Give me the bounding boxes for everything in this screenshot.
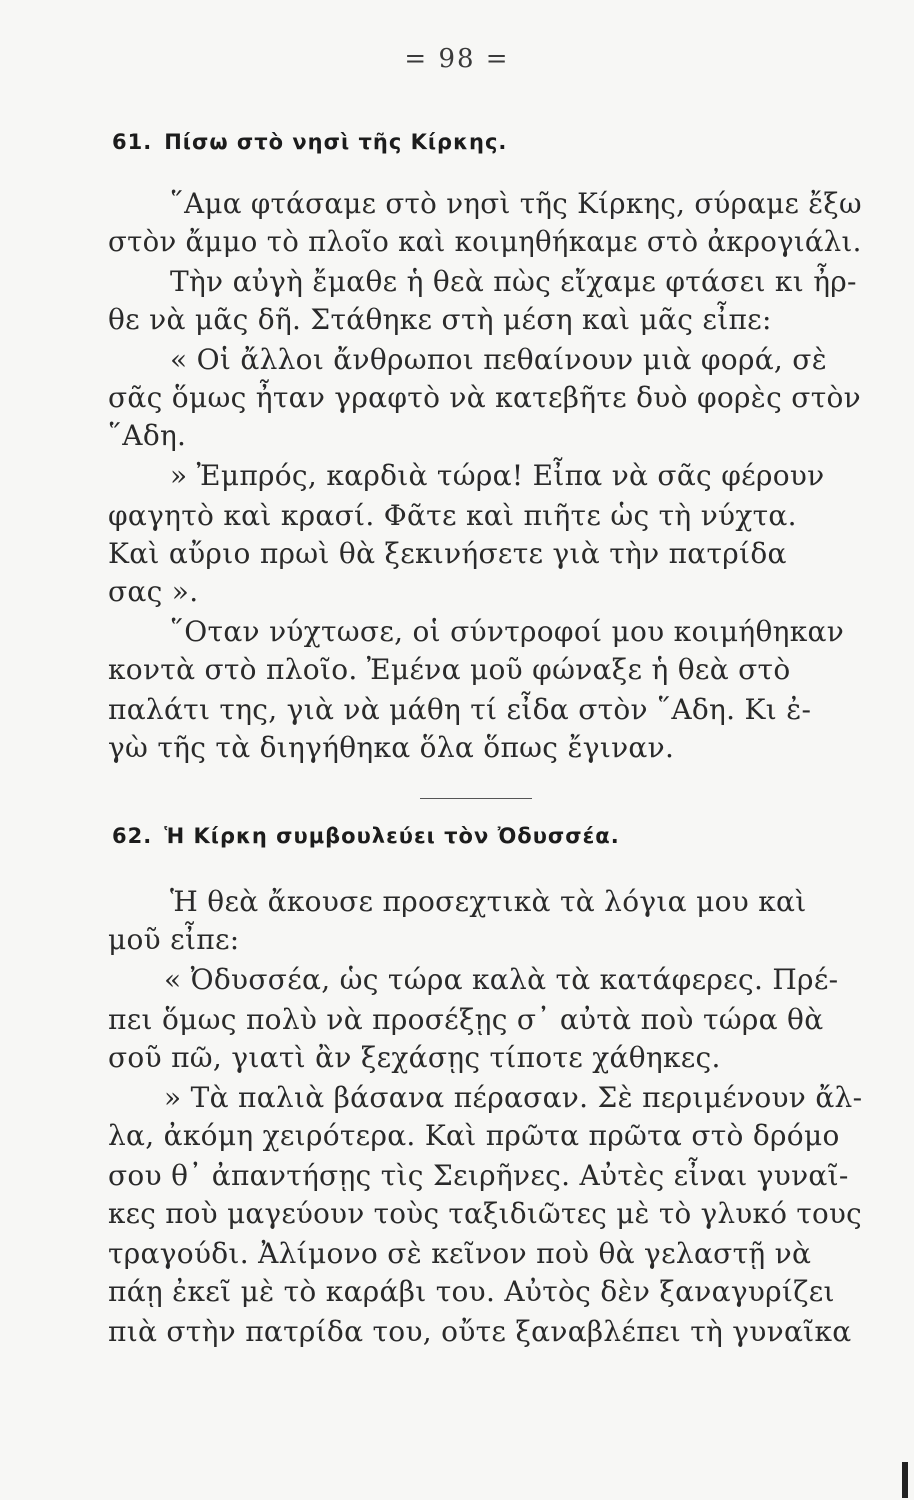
text-line: « Ὀδυσσέα, ὡς τώρα καλὰ τὰ κατάφερες. Πρέ- — [164, 963, 839, 996]
text-line: πάῃ ἐκεῖ μὲ τὸ καράβι του. Αὐτὸς δὲν ξαναγυρίζει — [108, 1275, 835, 1308]
section-title: Ἡ Κίρκη συμβουλεύει τὸν Ὀδυσσέα. — [164, 824, 620, 848]
section-number: 61. — [112, 130, 153, 154]
section-number: 62. — [112, 824, 153, 848]
page-number: = 98 = — [404, 44, 510, 74]
section-divider — [420, 798, 532, 799]
text-line: πιὰ στὴν πατρίδα του, οὔτε ξαναβλέπει τὴ γυναῖκα — [108, 1315, 852, 1348]
text-line: μοῦ εἶπε: — [108, 923, 240, 956]
text-line: κοντὰ στὸ πλοῖο. Ἐμένα μοῦ φώναξε ἡ θεὰ στὸ — [108, 653, 791, 686]
text-line: τραγούδι. Ἀλίμονο σὲ κεῖνον ποὺ θὰ γελαστῇ νὰ — [108, 1237, 812, 1270]
text-line: ῞Αμα φτάσαμε στὸ νησὶ τῆς Κίρκης, σύραμε ἔξω — [170, 187, 862, 220]
text-line: Ἡ θεὰ ἄκουσε προσεχτικὰ τὰ λόγια μου καὶ — [170, 885, 807, 918]
text-line: κες ποὺ μαγεύουν τοὺς ταξιδιῶτες μὲ τὸ γλυκό τους — [108, 1197, 862, 1230]
text-line: » Τὰ παλιὰ βάσανα πέρασαν. Σὲ περιμένουν ἄλ- — [164, 1081, 863, 1114]
section-heading-61 — [112, 130, 872, 154]
section-heading-62 — [112, 824, 872, 848]
text-line: λα, ἀκόμη χειρότερα. Καὶ πρῶτα πρῶτα στὸ δρόμο — [108, 1119, 840, 1152]
text-line: Τὴν αὐγὴ ἔμαθε ἡ θεὰ πὼς εἴχαμε φτάσει κι ἦρ- — [170, 265, 857, 298]
text-line: θε νὰ μᾶς δῆ. Στάθηκε στὴ μέση καὶ μᾶς εἶπε: — [108, 303, 772, 336]
text-line: σας ». — [108, 575, 199, 608]
text-line: σου θ᾿ ἀπαντήσῃς τὶς Σειρῆνες. Αὐτὲς εἶναι γυναῖ- — [108, 1159, 849, 1192]
text-line: φαγητὸ καὶ κρασί. Φᾶτε καὶ πιῆτε ὡς τὴ νύχτα. — [108, 499, 797, 532]
text-line: ῞Οταν νύχτωσε, οἱ σύντροφοί μου κοιμήθηκαν — [170, 615, 845, 648]
text-line: πει ὅμως πολὺ νὰ προσέξῃς σ᾿ αὐτὰ ποὺ τώρα θὰ — [108, 1003, 824, 1036]
text-line: στὸν ἄμμο τὸ πλοῖο καὶ κοιμηθήκαμε στὸ ἀκρογιάλι. — [108, 225, 862, 258]
text-line: Καὶ αὔριο πρωὶ θὰ ξεκινήσετε γιὰ τὴν πατρίδα — [108, 537, 787, 570]
section-title: Πίσω στὸ νησὶ τῆς Κίρκης. — [164, 130, 508, 154]
text-line: σοῦ πῶ, γιατὶ ἂν ξεχάσῃς τίποτε χάθηκες. — [108, 1041, 721, 1074]
text-line: γὼ τῆς τὰ διηγήθηκα ὅλα ὅπως ἔγιναν. — [108, 731, 675, 764]
text-line: « Οἱ ἄλλοι ἄνθρωποι πεθαίνουν μιὰ φορά, σὲ — [170, 343, 828, 376]
text-line: παλάτι της, γιὰ νὰ μάθη τί εἶδα στὸν ῞Αδη. Κι ἐ- — [108, 693, 812, 726]
page-edge-mark — [902, 1462, 908, 1498]
text-line: ῞Αδη. — [108, 419, 187, 452]
text-line: σᾶς ὅμως ἦταν γραφτὸ νὰ κατεβῆτε δυὸ φορὲς στὸν — [108, 381, 861, 414]
text-line: » Ἐμπρός, καρδιὰ τώρα! Εἶπα νὰ σᾶς φέρουν — [170, 459, 825, 492]
